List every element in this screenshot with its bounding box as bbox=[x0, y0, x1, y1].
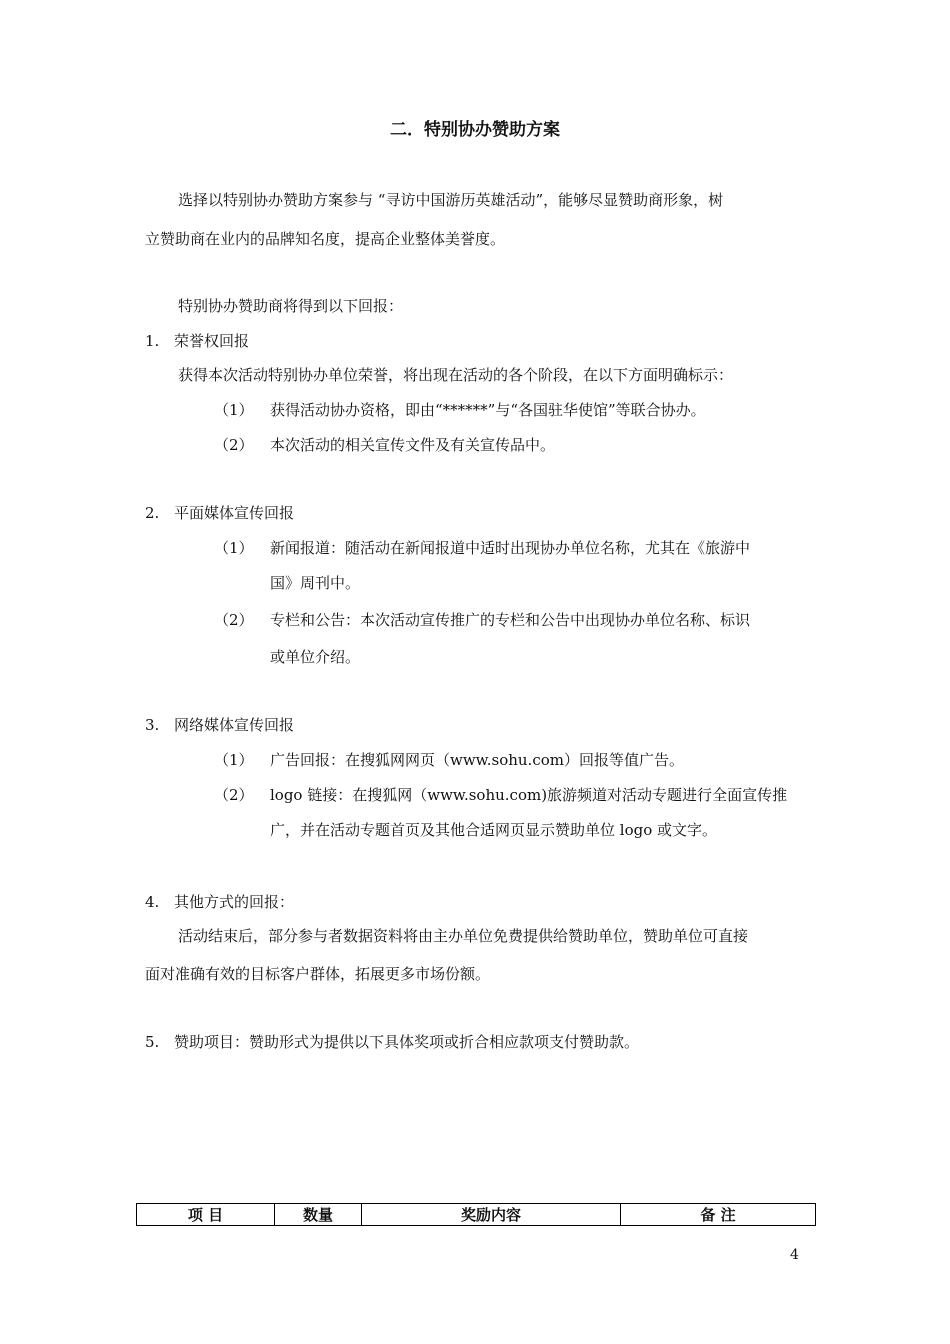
table-header-remark: 备 注 bbox=[621, 1204, 816, 1226]
section-2-item-2-line-1: 专栏和公告：本次活动宣传推广的专栏和公告中出现协办单位名称、标识 bbox=[270, 611, 751, 629]
section-2-item-1-line-2: 国》周刊中。 bbox=[270, 574, 361, 592]
intro-line-1: 选择以特别协办赞助方案参与 “寻访中国游历英雄活动”，能够尽显赞助商形象，树 bbox=[178, 191, 724, 209]
sponsorship-table bbox=[136, 1203, 816, 1226]
section-5-number: 5. bbox=[145, 1033, 160, 1051]
table-header-row bbox=[137, 1204, 816, 1226]
section-4-number: 4. bbox=[145, 893, 160, 911]
section-3-item-2-number: （2） bbox=[214, 786, 254, 804]
page-title: 二．特别协办赞助方案 bbox=[390, 120, 560, 140]
section-3-item-2-line-1: logo 链接：在搜狐网（www.sohu.com)旅游频道对活动专题进行全面宣传推 bbox=[270, 786, 788, 804]
section-1-desc: 获得本次活动特别协办单位荣誉，将出现在活动的各个阶段，在以下方面明确标示： bbox=[178, 366, 734, 384]
page-number: 4 bbox=[790, 1247, 799, 1263]
table-header-quantity: 数量 bbox=[275, 1204, 362, 1226]
section-3-item-2-line-2: 广，并在活动专题首页及其他合适网页显示赞助单位 logo 或文字。 bbox=[270, 821, 717, 839]
section-4-heading: 其他方式的回报： bbox=[174, 893, 295, 911]
section-4-line-1: 活动结束后，部分参与者数据资料将由主办单位免费提供给赞助单位，赞助单位可直接 bbox=[178, 927, 749, 945]
section-2-number: 2. bbox=[145, 504, 160, 522]
table-header-item: 项 目 bbox=[137, 1204, 275, 1226]
section-1-item-2-number: （2） bbox=[214, 436, 254, 454]
lead-text: 特别协办赞助商将得到以下回报： bbox=[178, 297, 404, 315]
section-2-item-2-number: （2） bbox=[214, 611, 254, 629]
section-3-heading: 网络媒体宣传回报 bbox=[174, 716, 295, 734]
section-1-item-2-text: 本次活动的相关宣传文件及有关宣传品中。 bbox=[270, 436, 556, 454]
section-3-item-1-line-1: 广告回报：在搜狐网网页（www.sohu.com）回报等值广告。 bbox=[270, 751, 684, 769]
section-1-heading: 荣誉权回报 bbox=[174, 332, 250, 350]
section-1-number: 1. bbox=[145, 332, 160, 350]
section-2-item-1-number: （1） bbox=[214, 539, 254, 557]
table-header-reward: 奖励内容 bbox=[362, 1204, 621, 1226]
section-4-line-2: 面对准确有效的目标客户群体，拓展更多市场份额。 bbox=[145, 965, 491, 983]
section-3-item-1-number: （1） bbox=[214, 751, 254, 769]
section-2-item-2-line-2: 或单位介绍。 bbox=[270, 648, 361, 666]
section-1-item-1-number: （1） bbox=[214, 401, 254, 419]
intro-line-2: 立赞助商在业内的品牌知名度，提高企业整体美誉度。 bbox=[145, 230, 506, 248]
section-5-text: 赞助项目：赞助形式为提供以下具体奖项或折合相应款项支付赞助款。 bbox=[174, 1033, 640, 1051]
section-2-item-1-line-1: 新闻报道：随活动在新闻报道中适时出现协办单位名称，尤其在《旅游中 bbox=[270, 539, 751, 557]
section-1-item-1-text: 获得活动协办资格，即由“******”与“各国驻华使馆”等联合协办。 bbox=[270, 401, 706, 419]
section-3-number: 3. bbox=[145, 716, 160, 734]
section-2-heading: 平面媒体宣传回报 bbox=[174, 504, 295, 522]
